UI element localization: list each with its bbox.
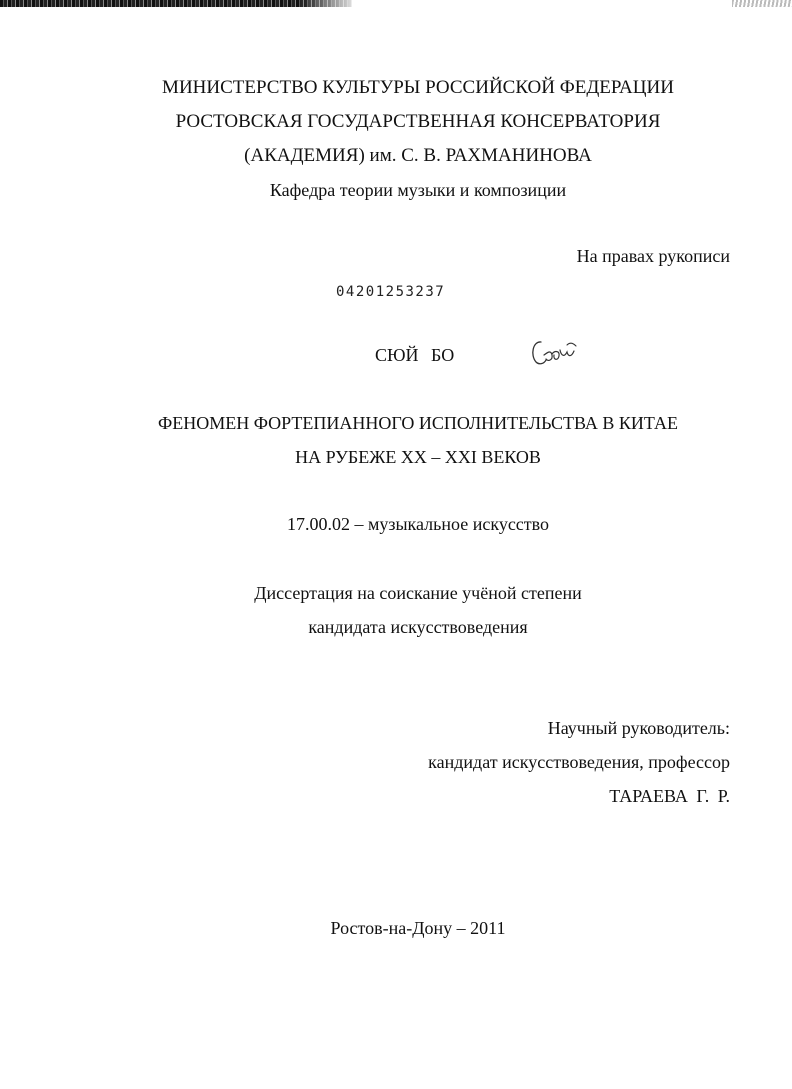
author-signature <box>527 333 587 378</box>
specialty-code: 17.00.02 – музыкальное искусство <box>286 514 550 534</box>
department-heading: Кафедра теории музыки и композиции <box>269 180 567 200</box>
signature-scribble-icon <box>527 333 587 373</box>
catalog-number: 04201253237 <box>336 284 446 300</box>
dissertation-title-line1: ФЕНОМЕН ФОРТЕПИАННОГО ИСПОЛНИТЕЛЬСТВА В КИТАЕ <box>158 413 678 433</box>
conservatory-heading: РОСТОВСКАЯ ГОСУДАРСТВЕННАЯ КОНСЕРВАТОРИЯ <box>175 111 661 132</box>
manuscript-note: На правах рукописи <box>576 246 730 266</box>
advisor-title: кандидат искусствоведения, профессор <box>428 752 730 772</box>
ministry-heading: МИНИСТЕРСТВО КУЛЬТУРЫ РОССИЙСКОЙ ФЕДЕРАЦИИ <box>162 77 674 98</box>
dissertation-title-line2: НА РУБЕЖЕ XX – XXI ВЕКОВ <box>295 447 541 467</box>
advisor-label: Научный руководитель: <box>547 718 730 738</box>
city-year: Ростов-на-Дону – 2011 <box>330 918 506 938</box>
advisor-name: ТАРАЕВА Г. Р. <box>609 786 730 806</box>
degree-line1: Диссертация на соискание учёной степени <box>254 583 582 603</box>
academy-heading: (АКАДЕМИЯ) им. С. В. РАХМАНИНОВА <box>244 145 592 166</box>
scan-corner-artifact <box>732 0 792 7</box>
degree-line2: кандидата искусствоведения <box>308 617 528 637</box>
scan-edge-fade <box>300 0 352 7</box>
author-name: СЮЙ БО <box>375 345 455 365</box>
